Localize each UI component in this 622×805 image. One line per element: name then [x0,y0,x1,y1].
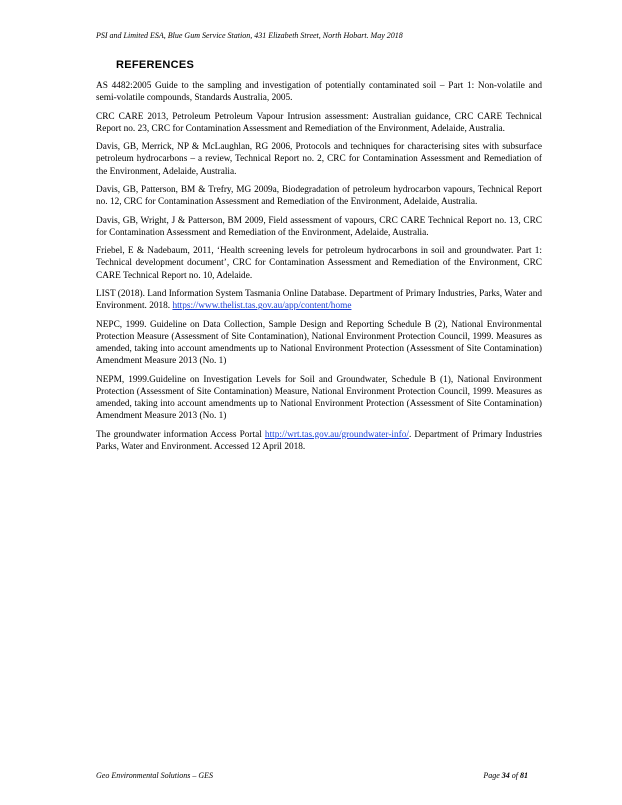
groundwater-portal-link[interactable]: http://wrt.tas.gov.au/groundwater-info/ [264,429,409,440]
reference-text: The groundwater information Access Portal [96,429,265,440]
reference-text: CRC CARE 2013, Petroleum Petroleum Vapour Intrusion assessment: Australian guidance, CRC CARE Technical Report no. 23, CRC for Contamination Assessment and Remediation of the Environment, Adelaide, Australia. [96,111,542,134]
reference-text-after: . Department of Primary Industries Parks, Water and Environment. Accessed 12 April 2018. [96,429,542,452]
reference-item [96,215,542,239]
total-pages: 81 [520,771,528,780]
page-header: PSI and Limited ESA, Blue Gum Service Station, 431 Elizabeth Street, North Hobart. May 2018 [96,31,403,40]
reference-text: NEPM, 1999.Guideline on Investigation Levels for Soil and Groundwater, Schedule B (1), National Environment Protection (Assessment of Site Contamination) Measure, National Environment Protection Council, 1999. Measures as amended, taking into account amendments up to National Environment Protection (Assessment of Site Contamination) Amendment Measure 2013 (No. 1) [96,374,542,422]
reference-text: Davis, GB, Merrick, NP & McLaughlan, RG 2006, Protocols and techniques for characterising sites with subsurface petroleum hydrocarbons – a review, Technical Report no. 2, CRC for Contamination Assessment and Remediation of the Environment, Adelaide, Australia. [96,142,542,177]
page-prefix: Page [483,771,502,780]
reference-text: Friebel, E & Nadebaum, 2011, ‘Health screening levels for petroleum hydrocarbons in soil and groundwater. Part 1: Technical development document’, CRC for Contamination Assessment and Remediation of the Environment, CRC CARE Technical Report no. 10, Adelaide. [96,246,542,281]
page-of: of [509,771,520,780]
reference-item [96,184,542,208]
reference-list [96,80,542,459]
reference-item [96,111,542,135]
reference-text: NEPC, 1999. Guideline on Data Collection, Sample Design and Reporting Schedule B (2), National Environmental Protection Measure (Assessment of Site Contamination), National Environment Protection Council, 1999. Measures as amended, taking into account amendments up to National Environment Protection (Assessment of Site Contamination) Amendment Measure 2013 (No. 1) [96,319,542,367]
section-title: REFERENCES [116,59,195,71]
reference-item [96,374,542,423]
reference-item [96,429,542,453]
footer-company: Geo Environmental Solutions – GES [96,771,214,780]
current-page: 34 [501,771,510,780]
list-database-link[interactable]: https://www.thelist.tas.gov.au/app/content/home [172,301,352,312]
reference-text: Davis, GB, Wright, J & Patterson, BM 2009, Field assessment of vapours, CRC CARE Technical Report no. 13, CRC for Contamination Assessment and Remediation of the Environment, Adelaide, Australia. [96,215,542,238]
reference-item [96,288,542,312]
reference-text: LIST (2018). Land Information System Tasmania Online Database. Department of Primary Industries, Parks, Water and Environment. 2018. [96,288,542,312]
reference-text: AS 4482:2005 Guide to the sampling and investigation of potentially contaminated soil – Part 1: Non-volatile and semi-volatile compounds, Standards Australia, 2005. [96,81,542,104]
reference-item [96,319,542,368]
reference-item [96,245,542,282]
reference-item [96,141,542,178]
reference-text: Davis, GB, Patterson, BM & Trefry, MG 2009a, Biodegradation of petroleum hydrocarbon vapours, Technical Report no. 12, CRC for Contamination Assessment and Remediation of the Environment, Adelaide, Australia. [96,184,542,208]
footer-page-number [483,771,528,780]
reference-item [96,80,542,104]
